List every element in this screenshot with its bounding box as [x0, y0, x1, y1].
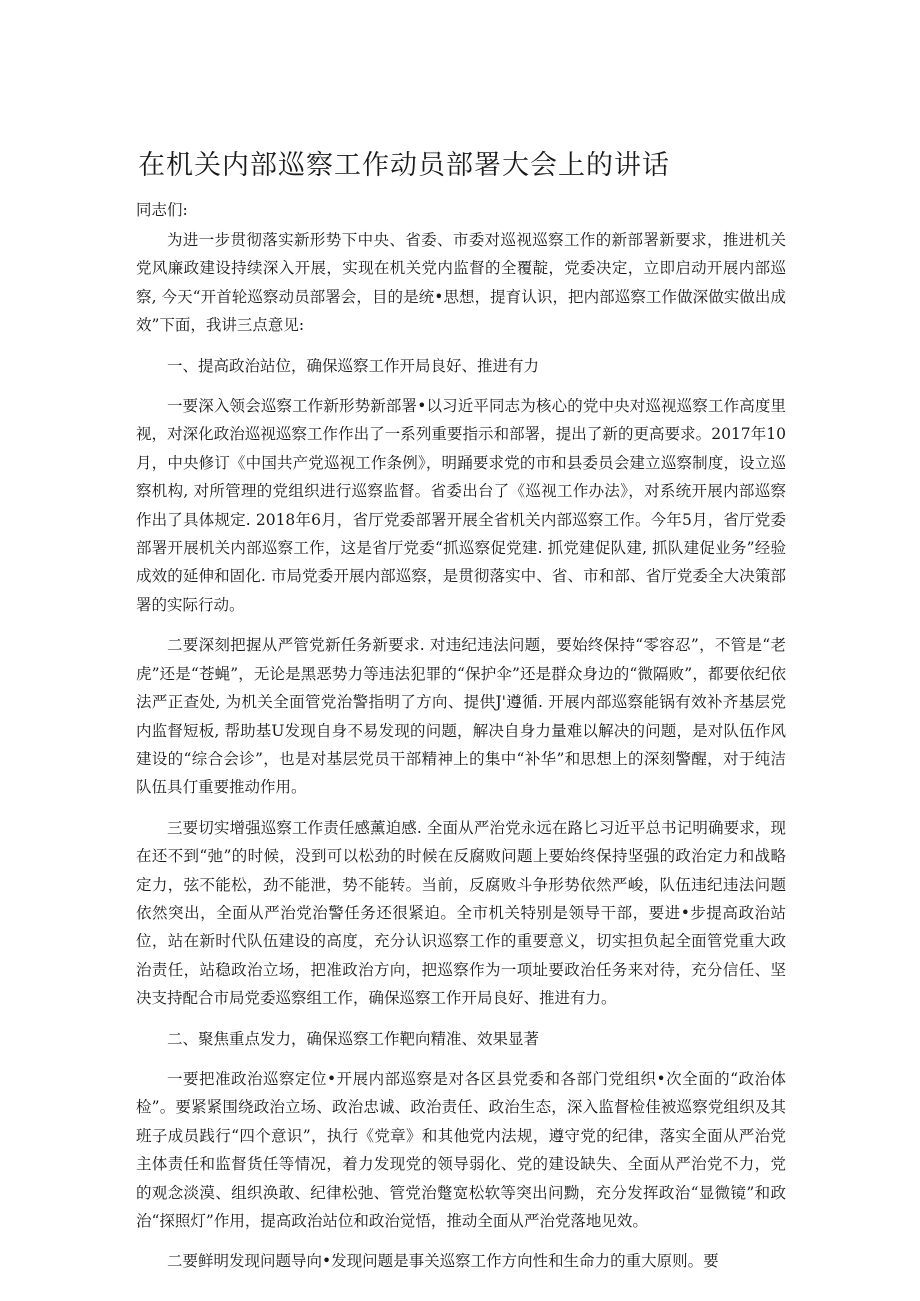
document-title: 在机关内部巡察工作动员部署大会上的讲话 [138, 150, 670, 181]
salutation: 同志们: [136, 201, 188, 219]
paragraph-intro: 为进一步贯彻落实新形势下中央、省委、市委对巡视巡察工作的新部署新要求，推进机关党风廉政建设持续深入开展，实现在机关党内监督的全覆靛，党委决定，立即启动开展内部巡察, 今天“开首轮巡察动员部署会，目的是统•思想，提育认识，把内部巡察工作做深做实做出成效”下面，我讲三点意见: [136, 231, 786, 335]
paragraph-2-1: 一要把准政治巡察定位•开展内部巡察是对各区县党委和各部门党组织•次全面的“政治体检”。要紧紧围绕政治立场、政治忠诚、政治责任、政治生态，深入监督检佳被巡察党组织及其班子成员践行“四个意识”，执行《党章》和其他党内法规，遵守党的纪律，落实全面从严治党主体责任和监督货任等情况，着力发现党的领导弱化、党的建设缺失、全面从严治党不力，党的观念淡漠、组织涣敢、纪律松弛、管党治蹩宽松软等突出问黝，充分发挥政治“显微镜”和政治“探照灯”作用，提高政治站位和政治觉悟，推动全面从严治党落地见效。 [136, 1069, 786, 1230]
section-heading-2: 二、聚焦重点发力，确保巡察工作靶向精准、效果显著 [167, 1029, 540, 1048]
paragraph-1-1: 一要深入领会巡察工作新形势新部署•以习近平同志为核心的党中央对巡视巡察工作高度里视，对深化政治巡视巡察工作作出了一系列重要指示和部署，提出了新的更高要求。2017年10月，中央修订《中国共产党巡视工作条例》，明踊要求党的市和县委员会建立巡察制度，设立巡察机构, 对所管理的党组织进行巡察监督。省委出台了《巡视工作办法》，对系统开展内部巡察作出了具体规定. 2018年6月，省厅党委部署开展全省机关内部巡察工作。今年5月，省厅党委部署开展机关内部巡察工作，这是省厅党委“抓巡察促党建. 抓党建促队建, 抓队建促业务”经验成效的延伸和固化. 市局党委开展内部巡察，是贯彻落实中、省、市和部、省厅党委全大决策部署的实际行动。 [136, 397, 786, 614]
paragraph-2-2: 二要鲜明发现问题导向•发现问题是事关巡察工作方向性和生命力的重大原则。要 [167, 1252, 719, 1271]
paragraph-1-2: 二要深刻把握从严管党新任务新要求. 对违纪违法问题，要始终保持“零容忍”，不管是“老虎”还是“苍蝇”，无论是黑恶势力等违法犯罪的“保护伞”还是群众身边的“微隔败”，都要依纪依法严正查处, 为机关全面管党治警指明了方向、提供J'遵循. 开展内部巡察能锅有效补齐基层党内监督短板, 帮助基U发现自身不易发现的问题，解决自身力量难以解决的问题，是对队伍作风建设的“综合会诊”，也是对基层党员干部精神上的集中“补华”和思想上的深刻警醒，对于纯洁队伍具仃重要推动作用。 [136, 636, 786, 797]
document-body [136, 226, 786, 1288]
paragraph-1-3: 三要切实增强巡察工作责任感薰迫感. 全面从严治党永远在路匕习近平总书记明确要求，现在还不到“弛”的时候，没到可以松劲的时候在反腐败问题上要始终保持坚强的政治定力和战略定力，弦不能松，劲不能泄，势不能转。当前，反腐败斗争形势依然严峻，队伍违纪违法问题依然突出，全面从严治党治警任务还很紧迫。全市机关特别是领导干部，要进•步提高政治站位，站在新时代队伍建设的高度，充分认识巡察工作的重要意义，切实担负起全面管党重大政治责任，站稳政治立场，把准政治方向，把巡察作为一项址要政治任务来对待，充分信任、坚决支持配合市局党委巡察组工作，确保巡察工作开局良好、推进有力。 [136, 818, 786, 1008]
section-heading-1: 一、提高政治站位，确保巡察工作开局良好、推进有力 [167, 356, 540, 375]
